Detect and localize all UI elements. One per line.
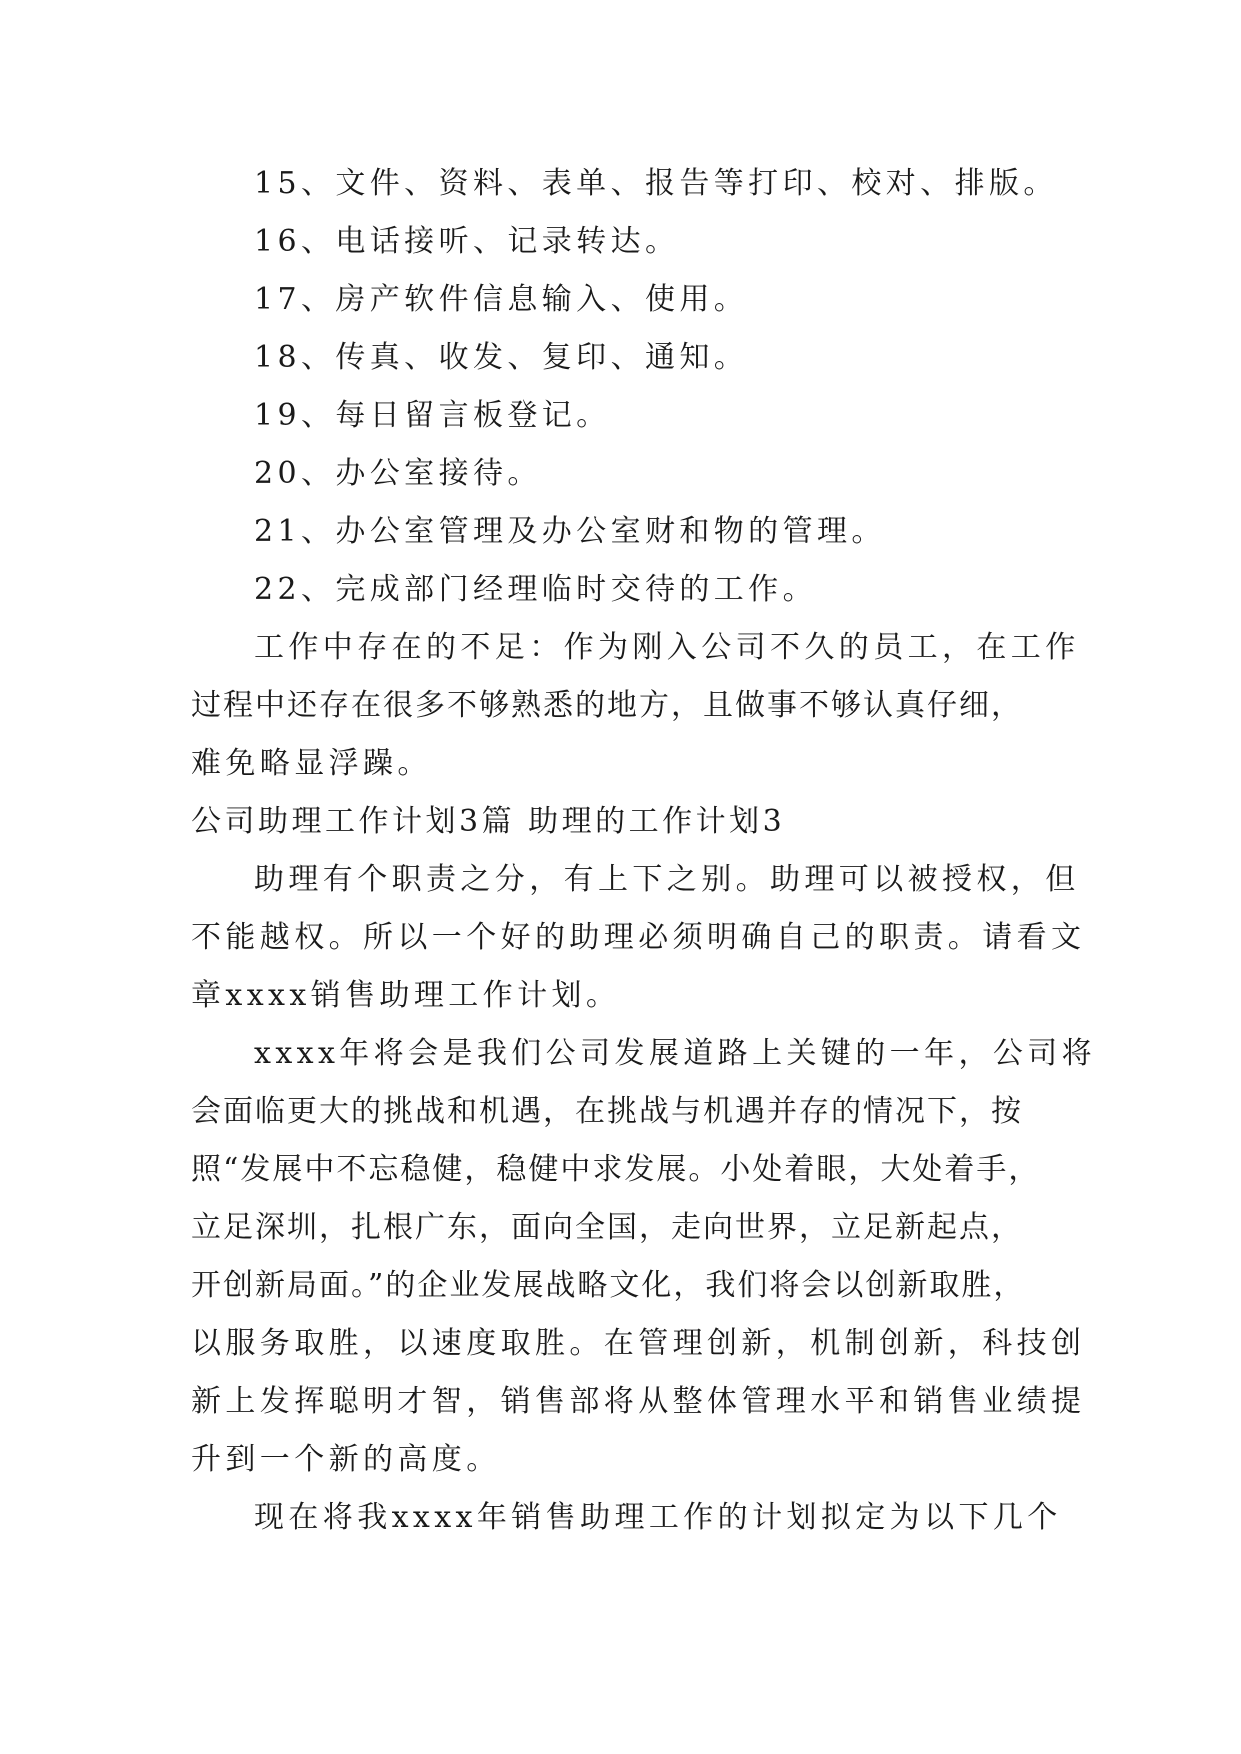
section-heading: 公司助理工作计划3篇 助理的工作计划3 bbox=[191, 804, 786, 839]
intro-line: 助理有个职责之分，有上下之别。助理可以被授权，但 bbox=[254, 862, 1080, 897]
outlook-line: 新上发挥聪明才智，销售部将从整体管理水平和销售业绩提 bbox=[191, 1384, 1086, 1419]
outlook-line: 以服务取胜，以速度取胜。在管理创新，机制创新，科技创 bbox=[191, 1326, 1086, 1361]
outlook-line: 开创新局面。”的企业发展战略文化，我们将会以创新取胜， bbox=[191, 1268, 1026, 1303]
list-item-22: 22、完成部门经理临时交待的工作。 bbox=[254, 572, 817, 607]
list-item-15: 15、文件、资料、表单、报告等打印、校对、排版。 bbox=[254, 166, 1058, 201]
list-item-20: 20、办公室接待。 bbox=[254, 456, 542, 491]
outlook-line: 立足深圳，扎根广东，面向全国，走向世界，立足新起点， bbox=[191, 1210, 1023, 1245]
list-item-18: 18、传真、收发、复印、通知。 bbox=[254, 340, 749, 375]
outlook-line: 升到一个新的高度。 bbox=[191, 1442, 501, 1477]
intro-line: 不能越权。所以一个好的助理必须明确自己的职责。请看文 bbox=[191, 920, 1086, 955]
shortcomings-line: 工作中存在的不足：作为刚入公司不久的员工，在工作 bbox=[254, 630, 1080, 665]
intro-line: 章xxxx销售助理工作计划。 bbox=[191, 978, 621, 1013]
outlook-line: xxxx年将会是我们公司发展道路上关键的一年，公司将 bbox=[254, 1036, 1097, 1071]
list-item-19: 19、每日留言板登记。 bbox=[254, 398, 611, 433]
list-item-17: 17、房产软件信息输入、使用。 bbox=[254, 282, 749, 317]
list-item-21: 21、办公室管理及办公室财和物的管理。 bbox=[254, 514, 886, 549]
outlook-line: 会面临更大的挑战和机遇，在挑战与机遇并存的情况下，按 bbox=[191, 1094, 1023, 1129]
shortcomings-line: 过程中还存在很多不够熟悉的地方，且做事不够认真仔细， bbox=[191, 688, 1023, 723]
list-item-16: 16、电话接听、记录转达。 bbox=[254, 224, 680, 259]
outlook-line: 照“发展中不忘稳健，稳健中求发展。小处着眼，大处着手， bbox=[191, 1152, 1041, 1187]
closing-line: 现在将我xxxx年销售助理工作的计划拟定为以下几个 bbox=[254, 1500, 1062, 1535]
shortcomings-line: 难免略显浮躁。 bbox=[191, 746, 432, 781]
